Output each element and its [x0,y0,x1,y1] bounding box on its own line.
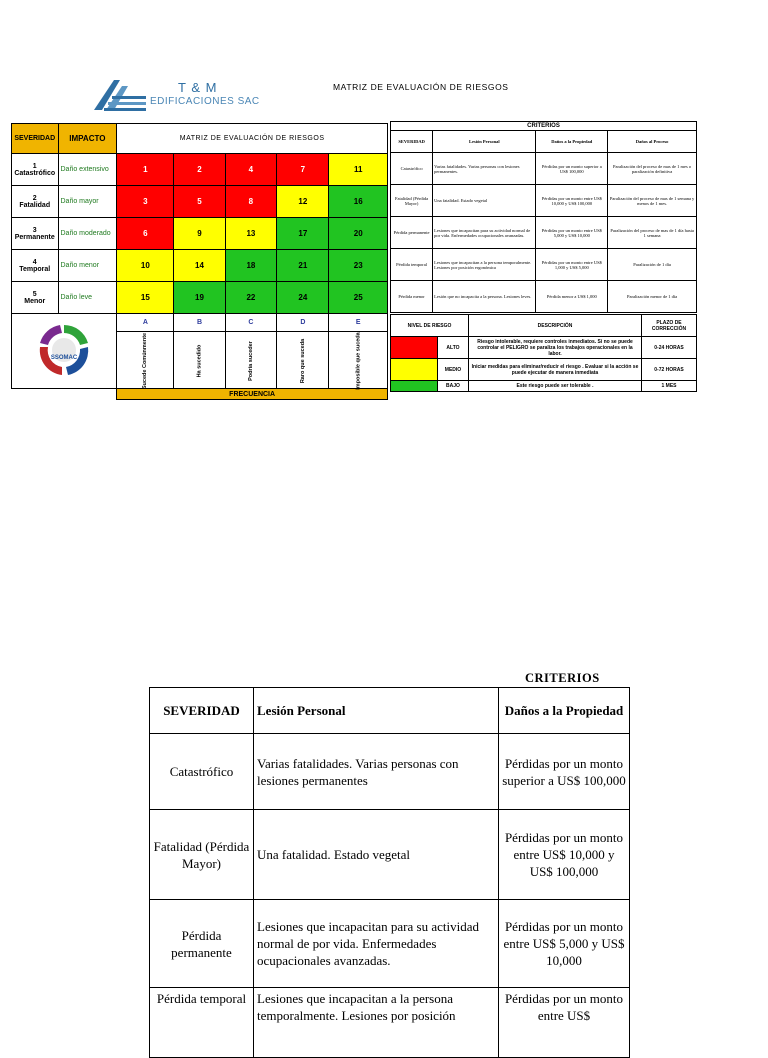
zoom-row [150,988,630,1058]
zoom-row [150,810,630,900]
severity-cell [12,154,59,186]
risk-color-swatch [391,381,438,392]
criteria-cell: Pérdidas por un monto superior a US$ 100,000 [536,153,608,185]
frequency-letter: B [174,314,225,332]
risk-score-cell: 21 [277,250,329,282]
frequency-description-cell [174,332,225,389]
risk-score-cell: 11 [329,154,388,186]
risk-description: Riesgo intolerable, requiere controles inmediatos. Si no se puede controlar el PELIGRO se paraliza los trabajos operacionales en la labor. [469,337,642,359]
zoom-cell: Una fatalidad. Estado vegetal [254,810,499,900]
legend-header: DESCRIPCIÓN [469,315,642,337]
severity-cell [12,186,59,218]
criteria-cell: Varias fatalidades. Varias personas con lesiones permanentes. [433,153,536,185]
logo-mark-icon [92,76,152,114]
zoom-cell: Catastrófico [150,734,254,810]
risk-score-cell: 3 [117,186,174,218]
criteria-cell: Catastrófico [391,153,433,185]
frequency-description: Ha sucedido [196,344,203,377]
criteria-cell: Una fatalidad. Estado vegetal [433,185,536,217]
frequency-description-cell [329,332,388,389]
risk-score-cell: 16 [329,186,388,218]
frequency-description-cell [277,332,329,389]
criteria-cell: Lesión que no incapacita a la persona. Lesiones leves. [433,281,536,313]
risk-score-cell: 1 [117,154,174,186]
impact-label: Daño extensivo [58,154,117,186]
criteria-cell: Paralización de 1 día [608,249,697,281]
correction-deadline: 0-72 HORAS [642,359,697,381]
risk-score-cell: 24 [277,282,329,314]
risk-score-cell: 12 [277,186,329,218]
severity-number: 1 [32,162,37,170]
risk-score-cell: 10 [117,250,174,282]
frequency-description-cell [225,332,277,389]
risk-score-cell: 22 [225,282,277,314]
legend-header: PLAZO DE CORRECCIÓN [642,315,697,337]
matrix-row [12,154,388,186]
risk-description: Este riesgo puede ser tolerable . [469,381,642,392]
risk-matrix [11,123,388,400]
risk-score-cell: 15 [117,282,174,314]
zoom-cell: Pérdidas por un monto entre US$ 10,000 y US$ 100,000 [499,810,630,900]
risk-color-swatch [391,337,438,359]
frequency-letter: A [117,314,174,332]
matrix-row [12,282,388,314]
risk-score-cell: 19 [174,282,225,314]
frequency-letter: D [277,314,329,332]
correction-deadline: 1 MES [642,381,697,392]
correction-deadline: 0-24 HORAS [642,337,697,359]
frequency-description-cell [117,332,174,389]
criteria-header: Daños al Proceso [608,131,697,153]
severity-label: Menor [24,297,46,305]
ssomac-logo-text: SSOMAC [50,355,78,361]
risk-description: Iniciar medidas para eliminar/reducir el riesgo . Evaluar si la acción se puede ejecutar de manera inmediata [469,359,642,381]
zoom-cell: Pérdidas por un monto superior a US$ 100,000 [499,734,630,810]
zoom-cell: Lesiones que incapacitan a la persona temporalmente. Lesiones por posición [254,988,499,1058]
severity-number: 3 [32,226,37,234]
risk-score-cell: 25 [329,282,388,314]
criteria-header: SEVERIDAD [391,131,433,153]
risk-score-cell: 23 [329,250,388,282]
matrix-row [12,218,388,250]
criteria-cell: Paralización del proceso de mas de 1 semana y menos de 1 mes. [608,185,697,217]
zoom-header: Lesión Personal [254,688,499,734]
ssomac-logo-cell [12,314,117,389]
frequency-letter: E [329,314,388,332]
risk-color-swatch [391,359,438,381]
impact-label: Daño menor [58,250,117,282]
document-title: MATRIZ DE EVALUACIÓN DE RIESGOS [333,82,509,92]
impacto-header: IMPACTO [58,124,117,154]
frequency-letter: C [225,314,277,332]
risk-level: ALTO [438,337,469,359]
criteria-cell: Pérdida permanente [391,217,433,249]
severity-cell [12,250,59,282]
criteria-row [391,185,697,217]
zoom-criteria-table [149,687,630,1058]
criteria-header: Lesión Personal [433,131,536,153]
risk-level: BAJO [438,381,469,392]
zoom-cell: Pérdida permanente [150,900,254,988]
impact-label: Daño leve [58,282,117,314]
criteria-cell: Fatalidad (Pérdida Mayor) [391,185,433,217]
criteria-cell: Lesiones que incapacitan para su actividad normal de por vida. Enfermedades ocupacionales avanzadas. [433,217,536,249]
risk-score-cell: 18 [225,250,277,282]
criteria-row [391,249,697,281]
matrix-row [12,186,388,218]
severity-label: Fatalidad [19,201,51,209]
zoom-cell: Pérdidas por un monto entre US$ 5,000 y US$ 10,000 [499,900,630,988]
zoom-cell: Pérdidas por un monto entre US$ [499,988,630,1058]
risk-score-cell: 13 [225,218,277,250]
zoom-cell: Fatalidad (Pérdida Mayor) [150,810,254,900]
severity-label: Temporal [19,265,51,273]
criteria-cell: Paralización del proceso de mas de 1 mes o paralización definitiva [608,153,697,185]
risk-score-cell: 8 [225,186,277,218]
legend-row [391,337,697,359]
impact-label: Daño moderado [58,218,117,250]
criteria-cell: Pérdida temporal [391,249,433,281]
risk-score-cell: 4 [225,154,277,186]
frequency-description: Podría suceder [247,340,254,381]
criteria-cell: Pérdida menor a US$ 1,000 [536,281,608,313]
severity-label: Permanente [14,233,55,241]
frecuencia-label: FRECUENCIA [117,389,388,400]
zoom-header: SEVERIDAD [150,688,254,734]
criteria-cell: Pérdidas por un monto entre US$ 10,000 y US$ 100,000 [536,185,608,217]
frequency-description: Imposible que suceda [355,331,362,390]
criteria-row [391,217,697,249]
zoom-cell: Pérdida temporal [150,988,254,1058]
criteria-cell: Lesiones que incapacitan a la persona temporalmente. Lesiones por posición ergonómica [433,249,536,281]
criteria-cell: Pérdidas por un monto entre US$ 1,000 y US$ 5,000 [536,249,608,281]
legend-header: NIVEL DE RIESGO [391,315,469,337]
severity-number: 5 [32,290,37,298]
legend-row [391,359,697,381]
zoom-header: Daños a la Propiedad [499,688,630,734]
risk-level-legend [390,314,697,392]
severity-number: 2 [32,194,37,202]
frequency-description: Raro que suceda [299,338,306,383]
frequency-description: Sucede Comúnmente [142,332,149,389]
zoom-cell: Varias fatalidades. Varias personas con lesiones permanentes [254,734,499,810]
severidad-header: SEVERIDAD [12,124,59,154]
zoom-cell: Lesiones que incapacitan para su actividad normal de por vida. Enfermedades ocupacionales avanzadas. [254,900,499,988]
brand-name: T & M [178,80,218,95]
criteria-cell: Pérdidas por un monto entre US$ 5,000 y US$ 10,000 [536,217,608,249]
risk-score-cell: 17 [277,218,329,250]
risk-level: MEDIO [438,359,469,381]
legend-row [391,381,697,392]
criteria-header: Daños a la Propiedad [536,131,608,153]
severity-cell [12,218,59,250]
zoom-row [150,734,630,810]
severity-cell [12,282,59,314]
impact-label: Daño mayor [58,186,117,218]
criteria-cell: Paralización del proceso de mas de 1 día hasta 1 semana [608,217,697,249]
risk-score-cell: 2 [174,154,225,186]
criteria-cell: Paralización menor de 1 día [608,281,697,313]
risk-score-cell: 9 [174,218,225,250]
brand-subtitle: EDIFICACIONES SAC [150,96,260,107]
severity-label: Catastrófico [14,169,56,177]
company-logo [92,76,262,114]
risk-score-cell: 7 [277,154,329,186]
severity-number: 4 [32,258,37,266]
criteria-title: CRITERIOS [391,122,697,131]
ssomac-logo-icon [24,319,104,381]
risk-score-cell: 5 [174,186,225,218]
risk-score-cell: 14 [174,250,225,282]
matrix-title: MATRIZ DE EVALUACIÓN DE RIESGOS [117,124,388,154]
criteria-cell: Pérdida menor [391,281,433,313]
risk-score-cell: 6 [117,218,174,250]
zoom-row [150,900,630,988]
zoom-criteria-title: CRITERIOS [525,671,600,685]
criteria-row [391,153,697,185]
risk-score-cell: 20 [329,218,388,250]
criteria-table [390,121,697,313]
criteria-row [391,281,697,313]
matrix-row [12,250,388,282]
